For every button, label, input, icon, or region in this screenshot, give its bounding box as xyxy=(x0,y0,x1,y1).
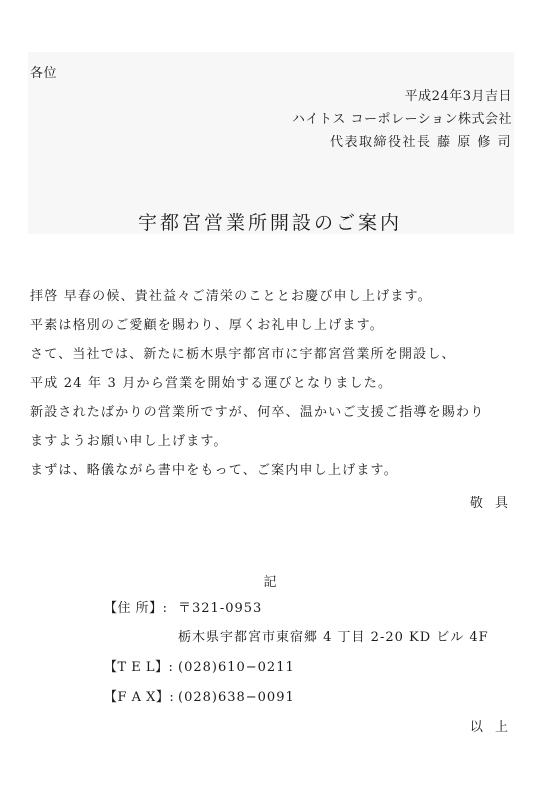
body-paragraph: 平成 24 年 3 月から営業を開始する運びとなりました。 xyxy=(30,376,393,391)
issue-date: 平成24年3月吉日 xyxy=(404,89,512,104)
body-paragraph: まずは、略儀ながら書中をもって、ご案内申し上げます。 xyxy=(30,463,398,478)
tel-row xyxy=(104,660,295,676)
fax-label: 【F A X】: xyxy=(104,690,175,705)
body-paragraph: さて、当社では、新たに栃木県宇都宮市に宇都宮営業所を開設し、 xyxy=(30,347,456,362)
tel-label: 【T E L】: xyxy=(104,660,174,675)
street-address: 栃木県宇都宮市東宿郷 4 丁目 2-20 KD ビル 4F xyxy=(178,630,489,645)
recipient-salutation: 各位 xyxy=(30,66,58,81)
address-detail xyxy=(178,630,489,646)
postal-code: 〒321-0953 xyxy=(178,601,263,616)
closing-keigu: 敬 具 xyxy=(469,496,512,511)
address-row xyxy=(104,601,262,617)
letter-body xyxy=(30,289,514,492)
tel-number: (028)610−0211 xyxy=(178,660,295,675)
body-paragraph: 拝啓 早春の候、貴社益々ご清栄のこととお慶び申し上げます。 xyxy=(30,289,432,304)
details-heading: 記 xyxy=(263,575,277,590)
body-paragraph: 新設されたばかりの営業所ですが、何卒、温かいご支援ご指導を賜わり xyxy=(30,405,485,420)
closing-ijou: 以 上 xyxy=(469,720,512,735)
fax-number: (028)638−0091 xyxy=(178,690,295,705)
signatory-name: 代表取締役社長 藤 原 修 司 xyxy=(329,135,512,150)
document-title: 宇都宮営業所開設のご案内 xyxy=(137,212,402,234)
fax-row xyxy=(104,690,295,706)
company-name: ハイトス コーポレーション株式会社 xyxy=(292,112,512,127)
address-label: 【住 所】: xyxy=(104,601,168,616)
body-paragraph: ますようお願い申し上げます。 xyxy=(30,434,228,449)
body-paragraph: 平素は格別のご愛顧を賜わり、厚くお礼申し上げます。 xyxy=(30,318,384,333)
